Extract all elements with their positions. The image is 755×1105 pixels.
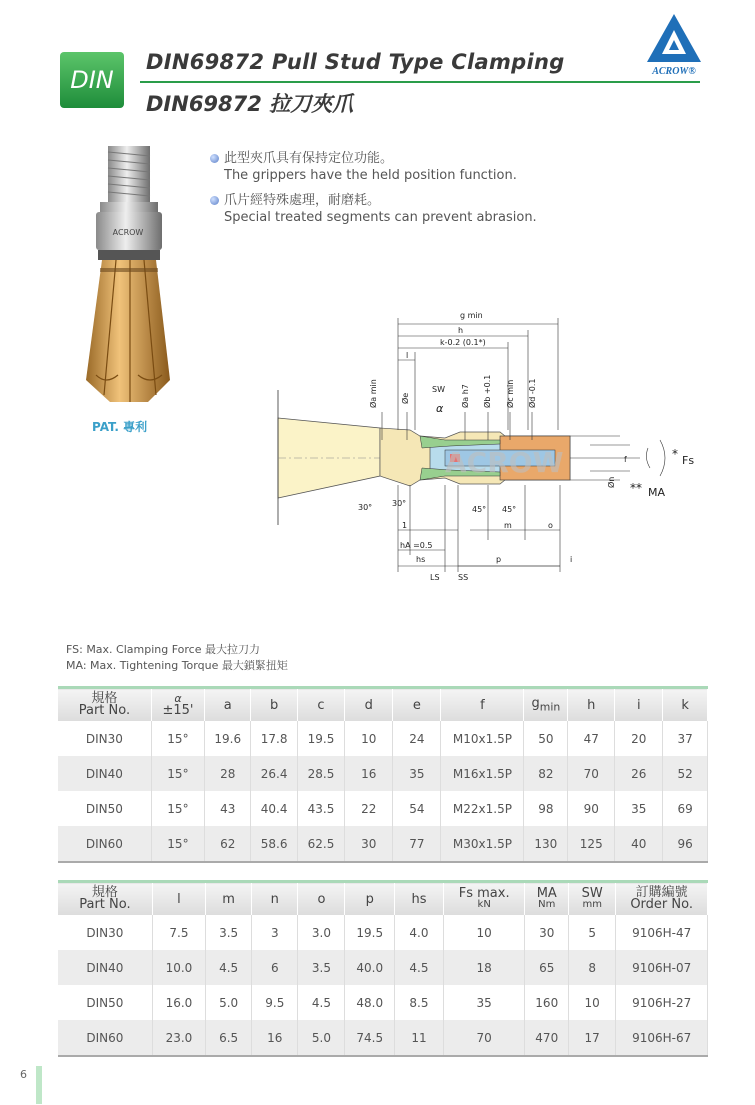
bullet-icon: [210, 196, 219, 205]
cell: 5.0: [206, 985, 252, 1020]
cell: 9.5: [252, 985, 298, 1020]
angle-45a: 45°: [472, 505, 487, 514]
cell: 30: [345, 826, 393, 862]
page-number: 6: [20, 1068, 27, 1081]
col-fs: Fs max. kN: [443, 882, 525, 916]
col-part: 規格 Part No.: [58, 882, 152, 916]
spec-table-2: [58, 880, 708, 1057]
cell: 9106H-07: [616, 950, 708, 985]
drawing-watermark: ACROW: [445, 446, 564, 479]
cell: 8.5: [394, 985, 443, 1020]
col-order: 訂購編號 Order No.: [616, 882, 708, 916]
cell: 15°: [151, 756, 204, 791]
cell: 35: [393, 756, 441, 791]
cell: 43.5: [297, 791, 344, 826]
cell: 7.5: [152, 915, 205, 950]
cell: 130: [524, 826, 568, 862]
cell: 70: [568, 756, 615, 791]
dim-h-label: h: [458, 326, 464, 335]
cell: 28.5: [297, 756, 344, 791]
cell: DIN40: [58, 950, 152, 985]
cell: 17.8: [251, 721, 297, 756]
cell: 70: [443, 1020, 525, 1056]
feature-en: The grippers have the held position function.: [224, 168, 517, 183]
cell: 15°: [151, 721, 204, 756]
cell: DIN50: [58, 791, 151, 826]
cell: 26.4: [251, 756, 297, 791]
col-l: l: [152, 882, 205, 916]
dim-ha-label: hA =0.5: [400, 541, 433, 550]
cell: 3: [252, 915, 298, 950]
product-photo: [78, 140, 198, 415]
dim-a2-label: Øa h7: [461, 384, 470, 408]
cell: 24: [393, 721, 441, 756]
cell: 30: [525, 915, 569, 950]
dim-p-label: p: [496, 555, 502, 564]
cell: 54: [393, 791, 441, 826]
patent-label: PAT. 專利: [92, 420, 148, 434]
dim-k-label: k-0.2 (0.1*): [440, 338, 486, 347]
cell: 9106H-27: [616, 985, 708, 1020]
cell: 47: [568, 721, 615, 756]
col-a: a: [205, 688, 251, 722]
cell: 160: [525, 985, 569, 1020]
page-subtitle: DIN69872 拉刀夾爪: [146, 92, 354, 116]
cell: 28: [205, 756, 251, 791]
col-m: m: [206, 882, 252, 916]
cell: 43: [205, 791, 251, 826]
dim-m-label: m: [504, 521, 512, 530]
angle-45b: 45°: [502, 505, 517, 514]
dim-l-label: l: [406, 351, 409, 360]
cell: 52: [663, 756, 708, 791]
bullet-icon: [210, 154, 219, 163]
cell: 82: [524, 756, 568, 791]
cell: 4.0: [394, 915, 443, 950]
cell: 19.6: [205, 721, 251, 756]
table-row: [58, 985, 708, 1020]
page-marker-bar: [36, 1066, 42, 1104]
acrow-logo: [645, 12, 703, 78]
dim-ls-label: LS: [430, 573, 440, 582]
feature-zh: 爪片經特殊處理，耐磨耗。: [224, 193, 381, 208]
dim-o-label: o: [548, 521, 553, 530]
cell: 3.5: [298, 950, 345, 985]
angle-30b: 30°: [392, 499, 407, 508]
cell: 16: [252, 1020, 298, 1056]
cell: 26: [615, 756, 663, 791]
cell: 3.5: [206, 915, 252, 950]
cell: DIN60: [58, 826, 151, 862]
dim-a-label: Øa min: [369, 379, 378, 408]
cell: 16.0: [152, 985, 205, 1020]
technical-drawing: [270, 300, 710, 590]
col-p: p: [345, 882, 395, 916]
cell: 62.5: [297, 826, 344, 862]
col-ma: MA Nm: [525, 882, 569, 916]
col-part: 規格 Part No.: [58, 688, 151, 722]
cell: 15°: [151, 826, 204, 862]
cell: 35: [443, 985, 525, 1020]
cell: 10: [569, 985, 616, 1020]
cell: 20: [615, 721, 663, 756]
dim-i-label: i: [570, 555, 573, 564]
table-row: [58, 1020, 708, 1056]
feature-zh: 此型夾爪具有保持定位功能。: [224, 151, 394, 166]
col-i: i: [615, 688, 663, 722]
cell: 98: [524, 791, 568, 826]
cell: 10.0: [152, 950, 205, 985]
table-row: [58, 915, 708, 950]
cell: DIN40: [58, 756, 151, 791]
cell: 10: [345, 721, 393, 756]
cell: 125: [568, 826, 615, 862]
photo-brand-text: ACROW: [112, 228, 144, 237]
cell: 8: [569, 950, 616, 985]
cell: 5: [569, 915, 616, 950]
legend-ma: MA: Max. Tightening Torque 最大鎖緊扭矩: [66, 659, 288, 672]
dim-g-label: g min: [460, 311, 483, 320]
col-o: o: [298, 882, 345, 916]
cell: 96: [663, 826, 708, 862]
cell: 11: [394, 1020, 443, 1056]
cell: 74.5: [345, 1020, 395, 1056]
feature-en: Special treated segments can prevent abrasion.: [224, 210, 537, 225]
cell: 470: [525, 1020, 569, 1056]
table-row: [58, 791, 708, 826]
col-f: f: [441, 688, 524, 722]
col-g: $g_{min}$: [524, 688, 568, 722]
dim-hs-label: hs: [416, 555, 426, 564]
angle-30a: 30°: [358, 503, 373, 512]
dim-b-label: Øb +0.1: [483, 374, 492, 408]
cell: 19.5: [297, 721, 344, 756]
col-hs: hs: [394, 882, 443, 916]
legend-fs: FS: Max. Clamping Force 最大拉刀力: [66, 643, 260, 656]
cell: 40.0: [345, 950, 395, 985]
dim-one-label: 1: [402, 521, 408, 530]
cell: 40.4: [251, 791, 297, 826]
cell: M22x1.5P: [441, 791, 524, 826]
cell: 16: [345, 756, 393, 791]
cell: M16x1.5P: [441, 756, 524, 791]
table-row: [58, 950, 708, 985]
cell: 35: [615, 791, 663, 826]
dim-f-label: f: [624, 455, 627, 464]
cell: 58.6: [251, 826, 297, 862]
cell: 6.5: [206, 1020, 252, 1056]
col-h: h: [568, 688, 615, 722]
col-k: k: [663, 688, 708, 722]
dim-sw-label: SW: [432, 385, 445, 394]
torque-ma-label: MA: [648, 486, 666, 499]
table-row: [58, 721, 708, 756]
table-header-row: [58, 882, 708, 916]
cell: 69: [663, 791, 708, 826]
col-b: b: [251, 688, 297, 722]
cell: 48.0: [345, 985, 395, 1020]
cell: 50: [524, 721, 568, 756]
feature-list: [210, 150, 537, 234]
cell: 23.0: [152, 1020, 205, 1056]
dim-star1: *: [672, 447, 678, 461]
spec-table-1: [58, 686, 708, 863]
col-n: n: [252, 882, 298, 916]
cell: DIN60: [58, 1020, 152, 1056]
cell: M10x1.5P: [441, 721, 524, 756]
cell: 5.0: [298, 1020, 345, 1056]
dim-ss-label: SS: [458, 573, 469, 582]
cell: 6: [252, 950, 298, 985]
table-header-row: [58, 688, 708, 722]
cell: 19.5: [345, 915, 395, 950]
col-c: c: [297, 688, 344, 722]
cell: 37: [663, 721, 708, 756]
cell: 3.0: [298, 915, 345, 950]
cell: 15°: [151, 791, 204, 826]
dim-alpha-label: α: [436, 402, 444, 415]
dim-star2: **: [630, 481, 642, 495]
force-fs-label: Fs: [682, 454, 695, 467]
page-title: DIN69872 Pull Stud Type Clamping: [146, 50, 565, 74]
col-e: e: [393, 688, 441, 722]
cell: DIN30: [58, 721, 151, 756]
cell: M30x1.5P: [441, 826, 524, 862]
dim-e-label: Øe: [401, 392, 410, 404]
cell: 9106H-67: [616, 1020, 708, 1056]
cell: 18: [443, 950, 525, 985]
cell: 90: [568, 791, 615, 826]
col-sw: SW mm: [569, 882, 616, 916]
cell: DIN50: [58, 985, 152, 1020]
col-d: d: [345, 688, 393, 722]
cell: 62: [205, 826, 251, 862]
logo-text: ACROW®: [652, 66, 696, 77]
dim-c-label: Øc min: [506, 379, 515, 408]
legend: [66, 642, 288, 674]
dim-n-label: Øn: [607, 476, 616, 488]
cell: 40: [615, 826, 663, 862]
cell: 4.5: [206, 950, 252, 985]
cell: 77: [393, 826, 441, 862]
din-badge: DIN: [60, 52, 124, 108]
cell: 22: [345, 791, 393, 826]
cell: 65: [525, 950, 569, 985]
cell: 10: [443, 915, 525, 950]
table-row: [58, 826, 708, 862]
cell: 9106H-47: [616, 915, 708, 950]
feature-item: [210, 192, 537, 226]
cell: 4.5: [394, 950, 443, 985]
cell: 4.5: [298, 985, 345, 1020]
col-alpha: α ±15': [151, 688, 204, 722]
title-divider: [140, 81, 700, 83]
feature-item: [210, 150, 537, 184]
dim-d-label: Ød -0.1: [528, 378, 537, 408]
cell: 17: [569, 1020, 616, 1056]
table-row: [58, 756, 708, 791]
cell: DIN30: [58, 915, 152, 950]
